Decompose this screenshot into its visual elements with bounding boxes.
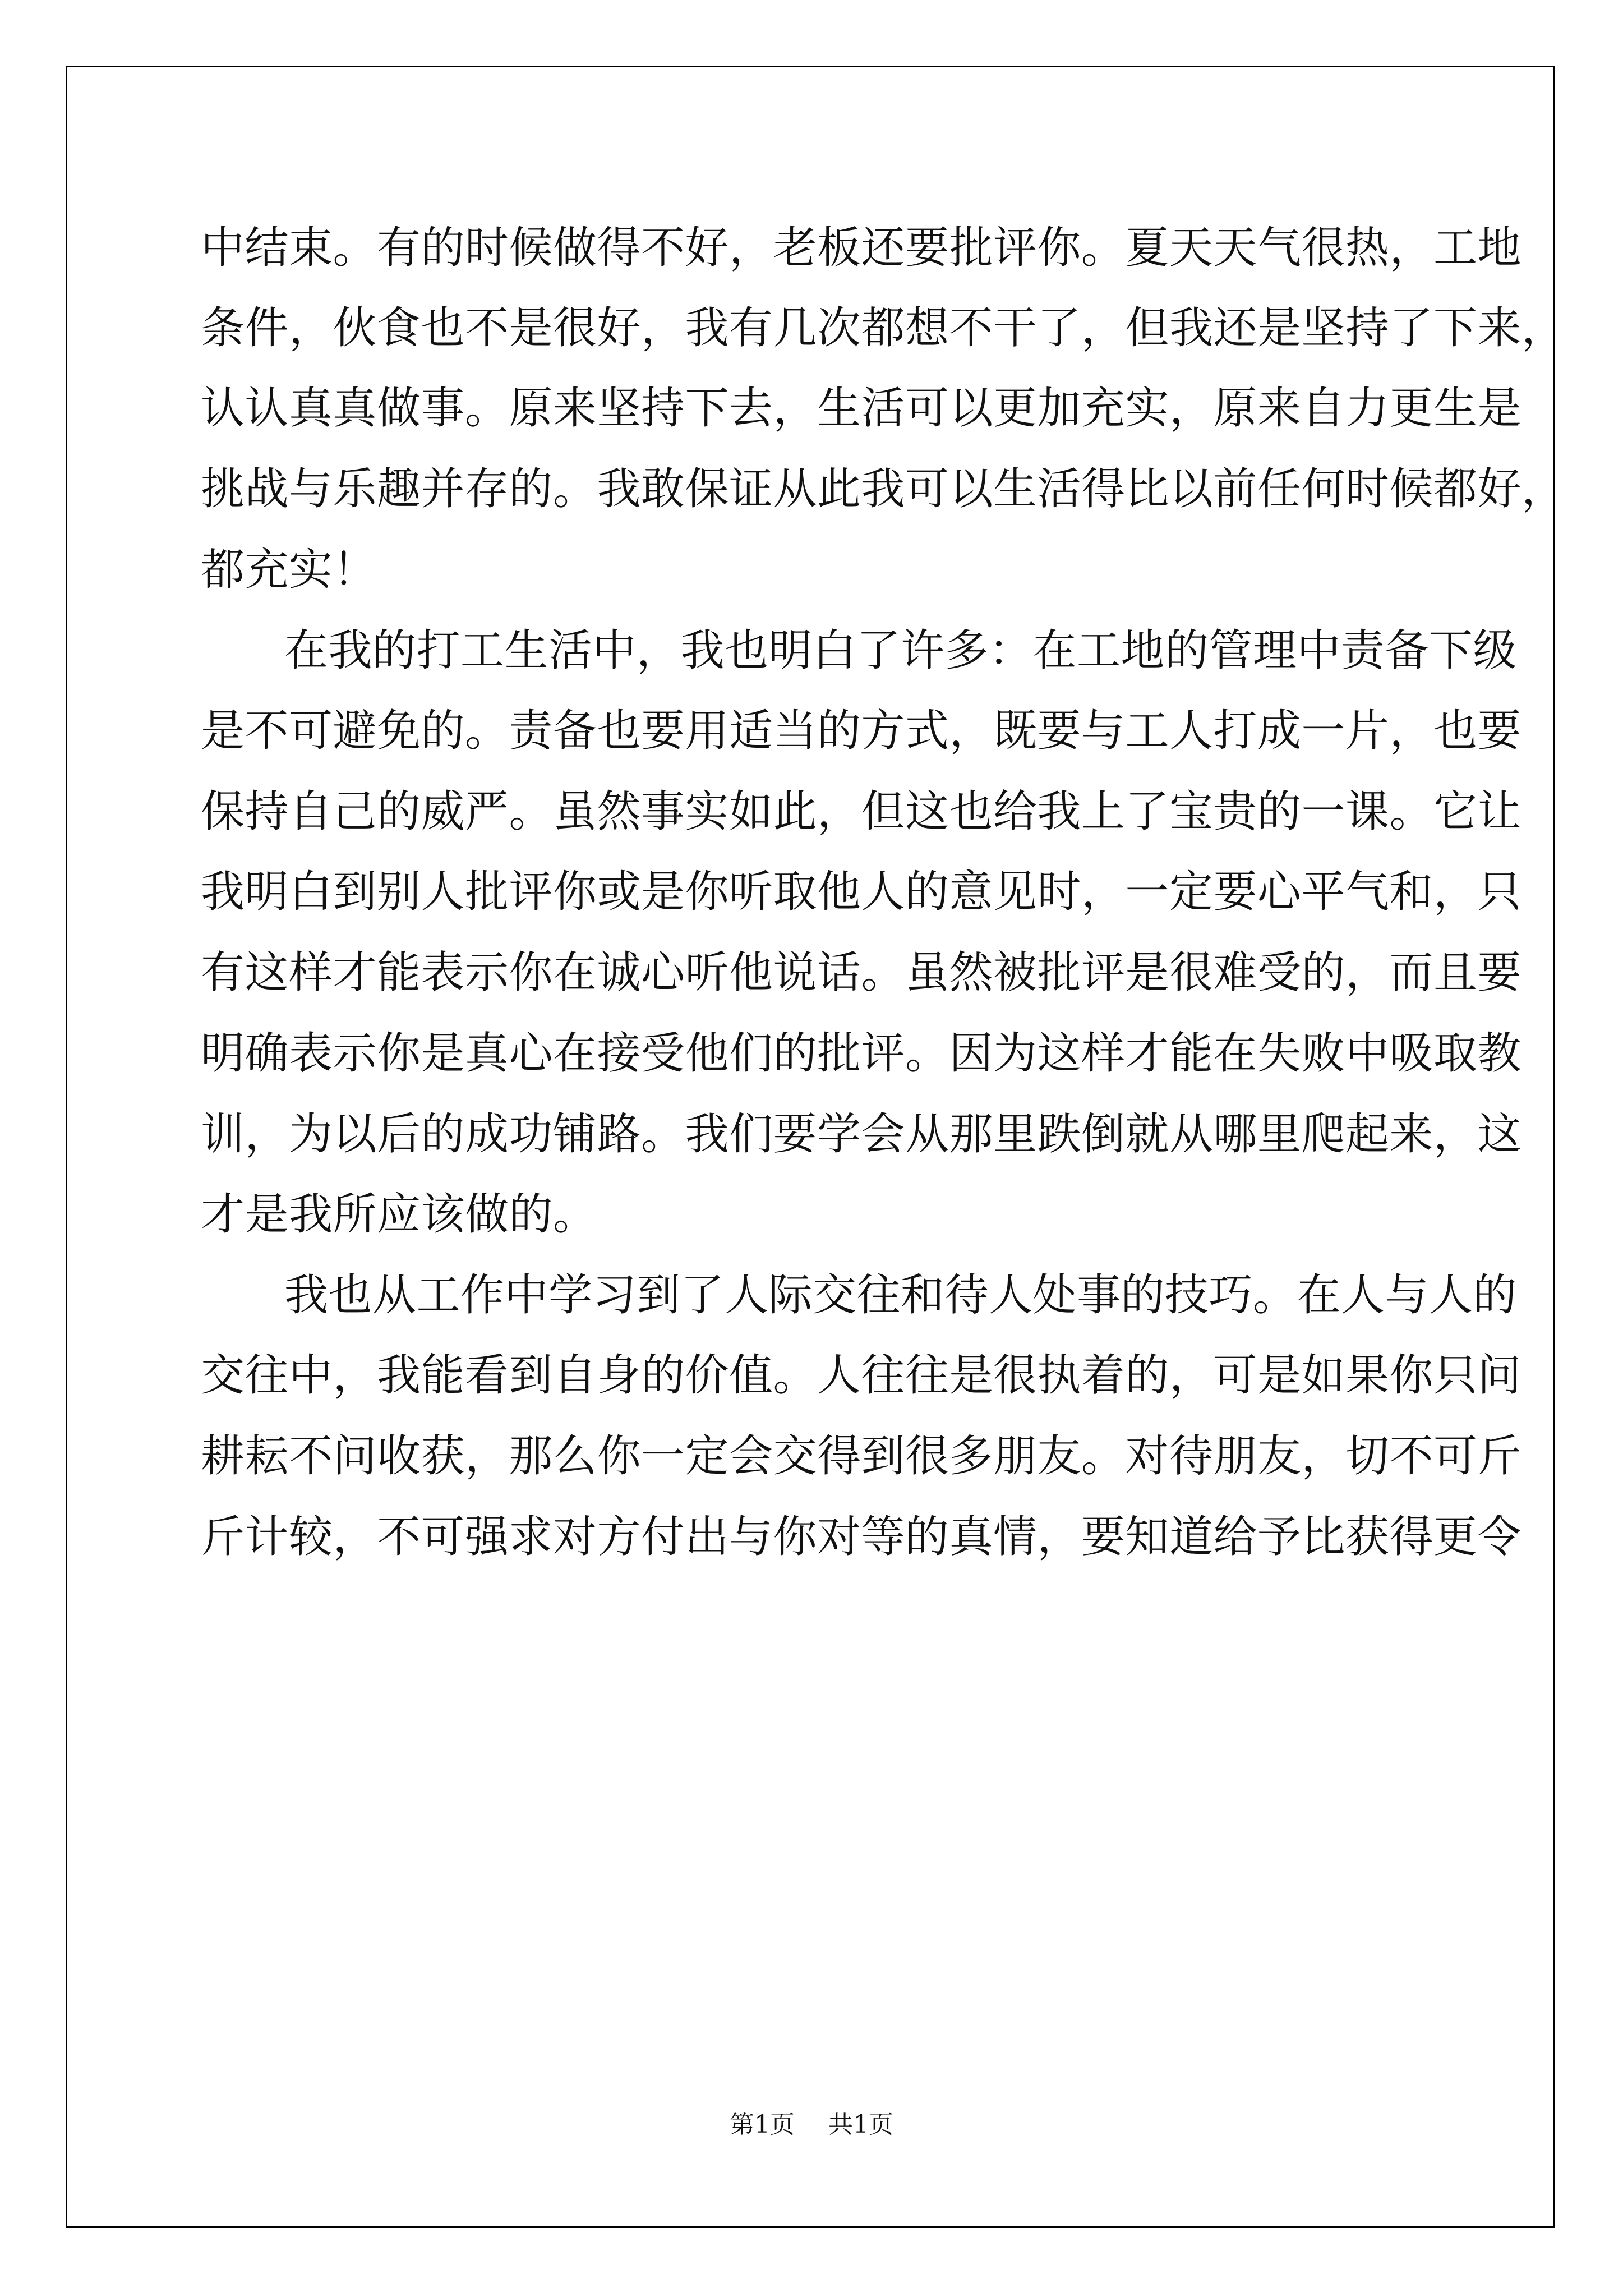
paragraph-start-line: 我也从工作中学习到了人际交往和待人处事的技巧。在人与人的 (284, 1270, 1518, 1320)
text-line: 条件，伙食也不是很好，我有几次都想不干了，但我还是坚持了下来， (201, 303, 1566, 353)
text-line: 明确表示你是真心在接受他们的批评。因为这样才能在失败中吸取教 (201, 1028, 1522, 1079)
text-line: 认认真真做事。原来坚持下去，生活可以更加充实，原来自力更生是 (201, 383, 1522, 434)
page-total: 共1页 (828, 2110, 893, 2139)
text-line: 有这样才能表示你在诚心听他说话。虽然被批评是很难受的，而且要 (201, 947, 1522, 998)
text-line: 交往中，我能看到自身的价值。人往往是很执着的，可是如果你只问 (201, 1350, 1522, 1401)
paragraph-start-line: 在我的打工生活中，我也明白了许多：在工地的管理中责备下级 (284, 625, 1518, 676)
page-footer (0, 2108, 1623, 2142)
text-line: 训，为以后的成功铺路。我们要学会从那里跌倒就从哪里爬起来，这 (201, 1109, 1522, 1159)
text-line: 耕耘不问收获，那么你一定会交得到很多朋友。对待朋友，切不可斤 (201, 1431, 1522, 1481)
text-line: 保持自己的威严。虽然事实如此，但这也给我上了宝贵的一课。它让 (201, 786, 1522, 837)
text-line: 我明白到别人批评你或是你听取他人的意见时，一定要心平气和，只 (201, 867, 1522, 917)
text-line: 中结束。有的时候做得不好，老板还要批评你。夏天天气很热，工地 (201, 223, 1522, 273)
text-line: 才是我所应该做的。 (201, 1189, 597, 1240)
text-line: 斤计较，不可强求对方付出与你对等的真情，要知道给予比获得更令 (201, 1512, 1522, 1562)
text-line: 挑战与乐趣并存的。我敢保证从此我可以生活得比以前任何时候都好， (201, 464, 1566, 514)
text-line: 是不可避免的。责备也要用适当的方式，既要与工人打成一片，也要 (201, 706, 1522, 756)
page-number: 第1页 (730, 2110, 795, 2139)
text-line: 都充实！ (201, 545, 377, 595)
